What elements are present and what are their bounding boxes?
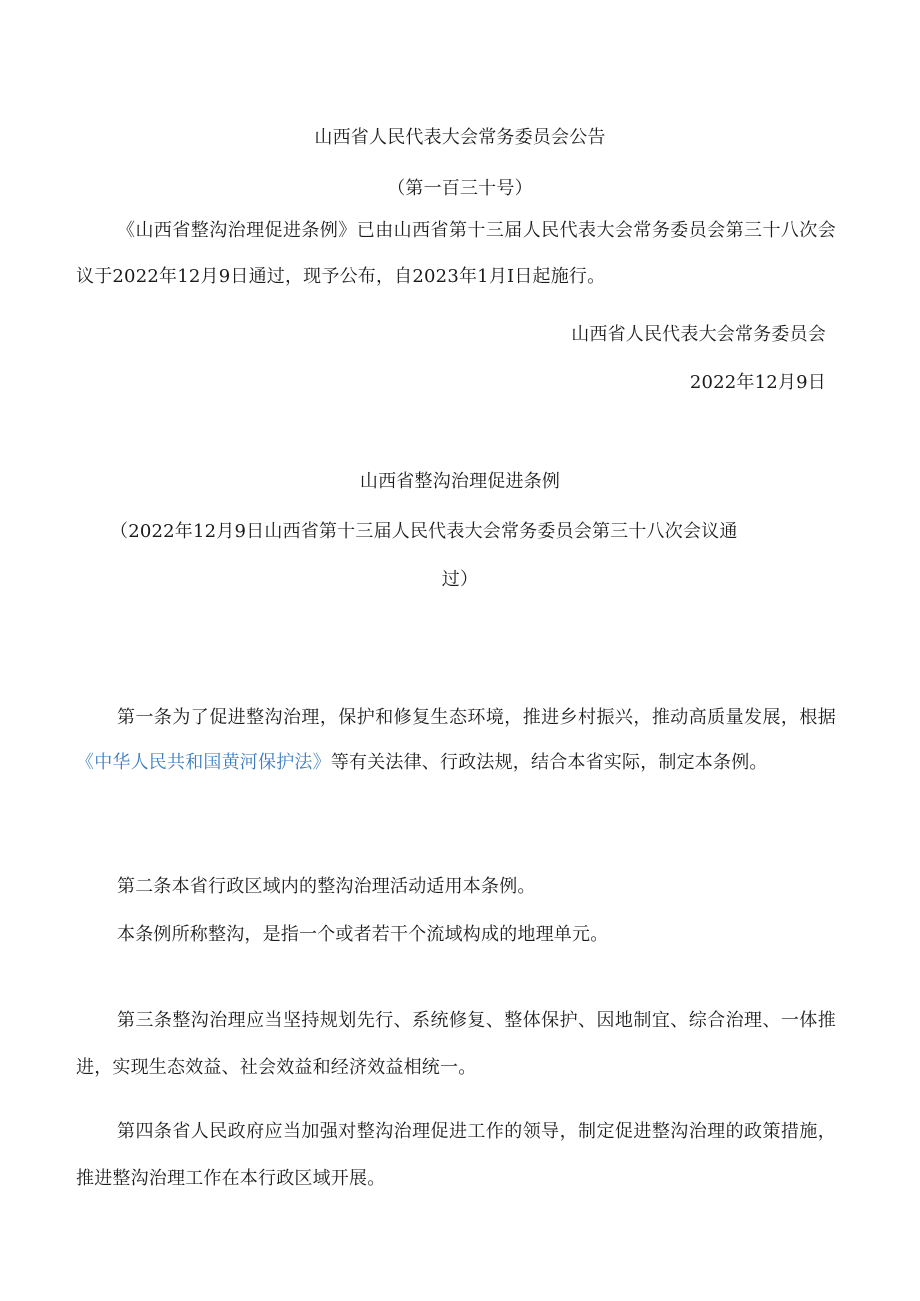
announcement-paragraph: 《山西省整沟治理促进条例》已由山西省第十三届人民代表大会常务委员会第三十八次会议于2022年12月9日通过，现予公布，自2023年1月I日起施行。: [76, 220, 836, 287]
article-4-paragraph: 第四条省人民政府应当加强对整沟治理促进工作的领导，制定促进整沟治理的政策措施，推进整沟治理工作在本行政区域开展。: [76, 1121, 836, 1189]
announcement-date: 2022年12月9日: [689, 372, 826, 393]
article-4: [76, 1108, 836, 1202]
regulation-title: 山西省整沟治理促进条例: [359, 471, 561, 492]
yellow-river-law-link[interactable]: 《中华人民共和国黄河保护法》: [76, 752, 331, 773]
article-1: [76, 695, 836, 785]
announcement-title: 山西省人民代表大会常务委员会公告: [314, 127, 606, 148]
announcement-issuer: 山西省人民代表大会常务委员会: [571, 324, 826, 345]
article-1-text-start: 第一条为了促进整沟治理，保护和修复生态环境，推进乡村振兴，推动高质量发展，根据: [117, 707, 836, 728]
announcement-body: [76, 208, 836, 300]
article-2: [76, 863, 836, 959]
article-3-paragraph: 第三条整沟治理应当坚持规划先行、系统修复、整体保护、因地制宜、综合治理、一体推进，实现生态效益、社会效益和经济效益相统一。: [76, 1010, 836, 1078]
announcement-number: （第一百三十号）: [387, 178, 533, 199]
regulation-subtitle-line1: （2022年12月9日山西省第十三届人民代表大会常务委员会第三十八次会议通: [110, 521, 738, 542]
regulation-subtitle-line2: 过）: [441, 569, 479, 590]
article-2-paragraph: 第二条本省行政区域内的整沟治理活动适用本条例。: [117, 876, 536, 897]
article-3: [76, 997, 836, 1091]
article-2-paragraph-2: 本条例所称整沟，是指一个或者若干个流域构成的地理单元。: [117, 924, 609, 945]
article-1-paragraph: [76, 695, 836, 785]
article-1-text-end: 等有关法律、行政法规，结合本省实际，制定本条例。: [330, 752, 768, 773]
